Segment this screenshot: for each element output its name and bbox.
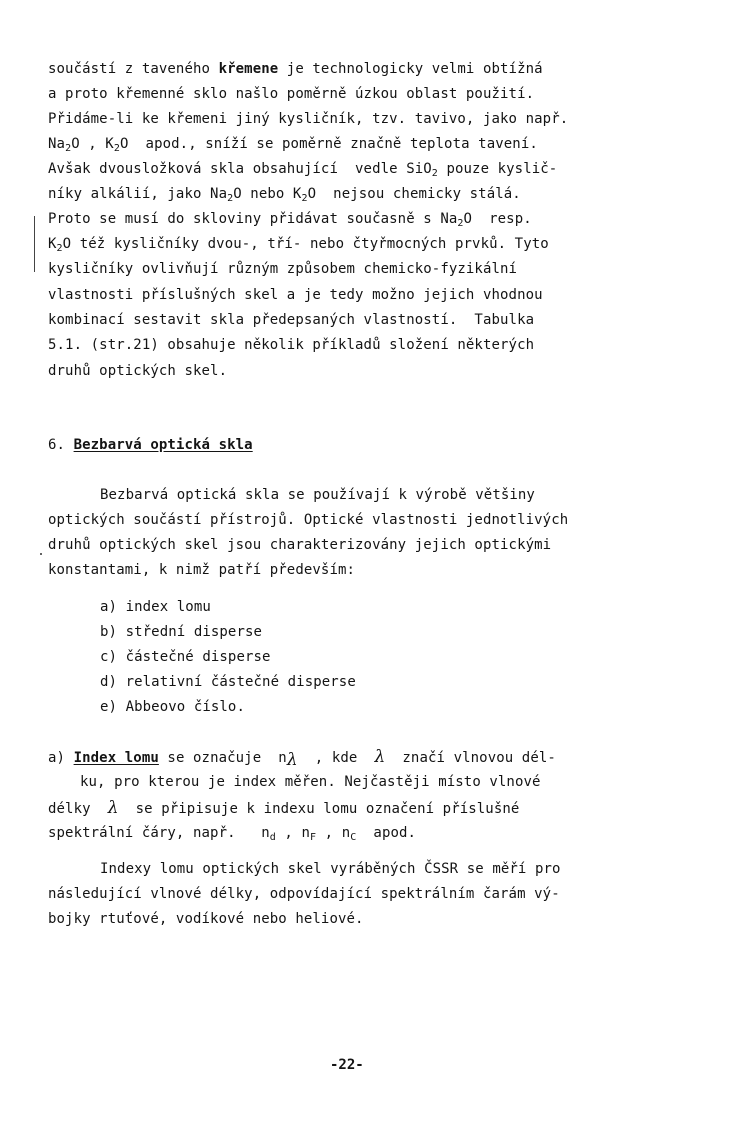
margin-mark: [34, 216, 35, 272]
intro-line-6: níky alkálií, jako $Na_2O$ nebo $K_2O$ nejsou chemicky stálá.: [48, 186, 521, 204]
list-item: c) částečné disperse: [100, 649, 271, 665]
intro-line-4: $Na_2O$ , $K_2O$ apod., sníží se poměrně značně teplota tavení.: [48, 136, 538, 154]
intro-line-12: 5.1. (str.21) obsahuje několik příkladů složení některých: [48, 337, 535, 353]
intro-line-5: Avšak dvousložková skla obsahující vedle SiO$_2$ pouze kyslič-: [48, 161, 558, 179]
list-item: b) střední disperse: [100, 624, 263, 640]
intro-line-7: Proto se musí do skloviny přidávat současně s $Na_2O$ resp.: [48, 211, 532, 229]
lambda-symbol: λ: [286, 750, 298, 770]
scan-speck: [40, 553, 42, 555]
para1-line-2: optických součástí přístrojů. Optické vlastnosti jednotlivých: [48, 512, 569, 528]
intro-line-10: vlastnosti příslušných skel a je tedy možno jejich vhodnou: [48, 287, 543, 303]
lambda-symbol: λ: [107, 798, 119, 818]
intro-line-13: druhů optických skel.: [48, 363, 228, 379]
intro-line-1: součástí z taveného křemene je technologicky velmi obtížná: [48, 61, 543, 77]
para2-line-2: ku, pro kterou je index měřen. Nejčastěji místo vlnové: [80, 774, 541, 790]
para2-line-4: spektrální čáry, např. $n_d$ , $n_F$ , $n_C$ apod.: [48, 825, 417, 843]
para2-line-3: délky λ se připisuje k indexu lomu označení příslušné: [48, 798, 520, 818]
list-item: d) relativní částečné disperse: [100, 674, 356, 690]
intro-line-2: a proto křemenné sklo našlo poměrně úzkou oblast použití.: [48, 86, 535, 102]
list-item: e) Abbeovo číslo.: [100, 699, 245, 715]
intro-line-3: Přidáme-li ke křemeni jiný kysličník, tzv. tavivo, jako např.: [48, 111, 569, 127]
para1-line-1: Bezbarvá optická skla se používají k výrobě většiny: [100, 487, 535, 503]
section-heading: [48, 438, 253, 452]
para3-line-2: následující vlnové délky, odpovídající spektrálním čarám vý-: [48, 886, 560, 902]
section-title: Bezbarvá optická skla: [73, 437, 253, 453]
para3-line-1: Indexy lomu optických skel vyráběných ČSSR se měří pro: [100, 861, 561, 877]
para3-line-3: bojky rtuťové, vodíkové nebo heliové.: [48, 911, 364, 927]
section-number: 6.: [48, 437, 74, 453]
lambda-symbol: λ: [374, 747, 386, 767]
para1-line-4: konstantami, k nimž patří především:: [48, 562, 356, 578]
intro-line-11: kombinací sestavit skla předepsaných vlastností. Tabulka: [48, 312, 535, 328]
intro-line-8: $K_2O$ též kysličníky dvou-, tří- nebo čtyřmocných prvků. Tyto: [48, 236, 549, 254]
list-item: a) index lomu: [100, 599, 211, 615]
term-index-lomu: Index lomu: [73, 750, 159, 766]
page-number: -22-: [330, 1057, 364, 1073]
para1-line-3: druhů optických skel jsou charakterizovány jejich optickými: [48, 537, 552, 553]
para2-line-1: a) Index lomu se označuje $n_\lambda$ , kde λ značí vlnovou dél-: [48, 747, 556, 770]
intro-line-9: kysličníky ovlivňují různým způsobem chemicko-fyzikální: [48, 261, 518, 277]
